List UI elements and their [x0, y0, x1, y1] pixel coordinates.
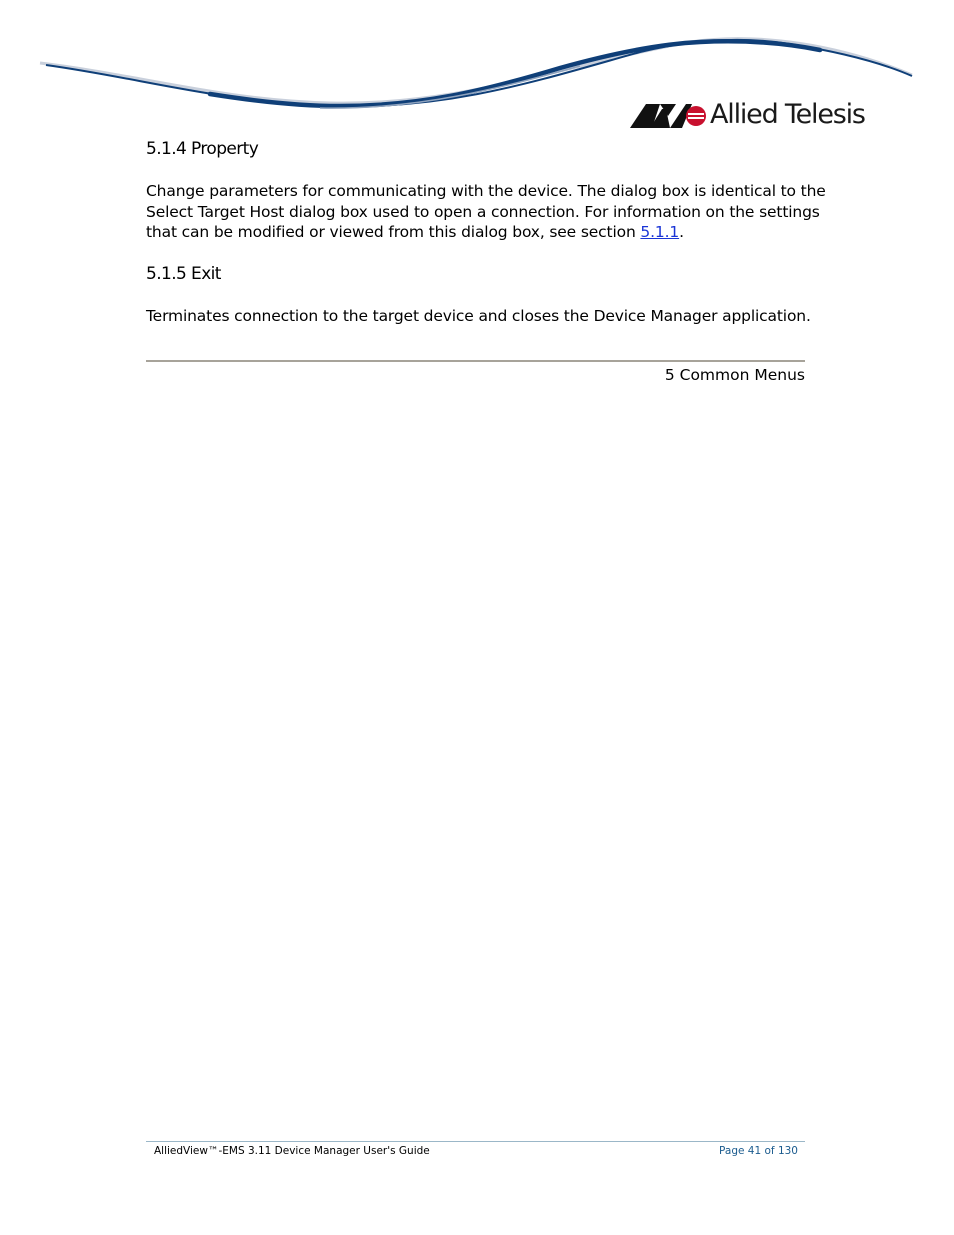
allied-telesis-logo-mark — [630, 104, 706, 128]
allied-telesis-logo — [630, 98, 870, 134]
page-footer-title: AlliedView™-EMS 3.11 Device Manager User's Guide — [154, 1145, 430, 1157]
property-text-end: . — [679, 223, 684, 241]
page-number: Page 41 of 130 — [719, 1145, 798, 1157]
section-divider — [146, 360, 805, 362]
section-body-exit: Terminates connection to the target device and closes the Device Manager application. — [146, 307, 811, 325]
property-text: Change parameters for communicating with the device. The dialog box is identical to the Select Target Host dialog box used to open a connection. For information on the settings that can be modified or viewed from this dialog box, see section — [146, 182, 826, 241]
section-heading-property: 5.1.4 Property — [146, 139, 259, 159]
logo-wordmark: Allied Telesis — [710, 99, 865, 130]
section-link-5-1-1[interactable]: 5.1.1 — [640, 223, 680, 241]
section-footer-label: 5 Common Menus — [664, 366, 805, 384]
page-footer-divider — [146, 1141, 805, 1142]
section-heading-exit: 5.1.5 Exit — [146, 264, 221, 284]
section-body-property — [146, 181, 826, 243]
